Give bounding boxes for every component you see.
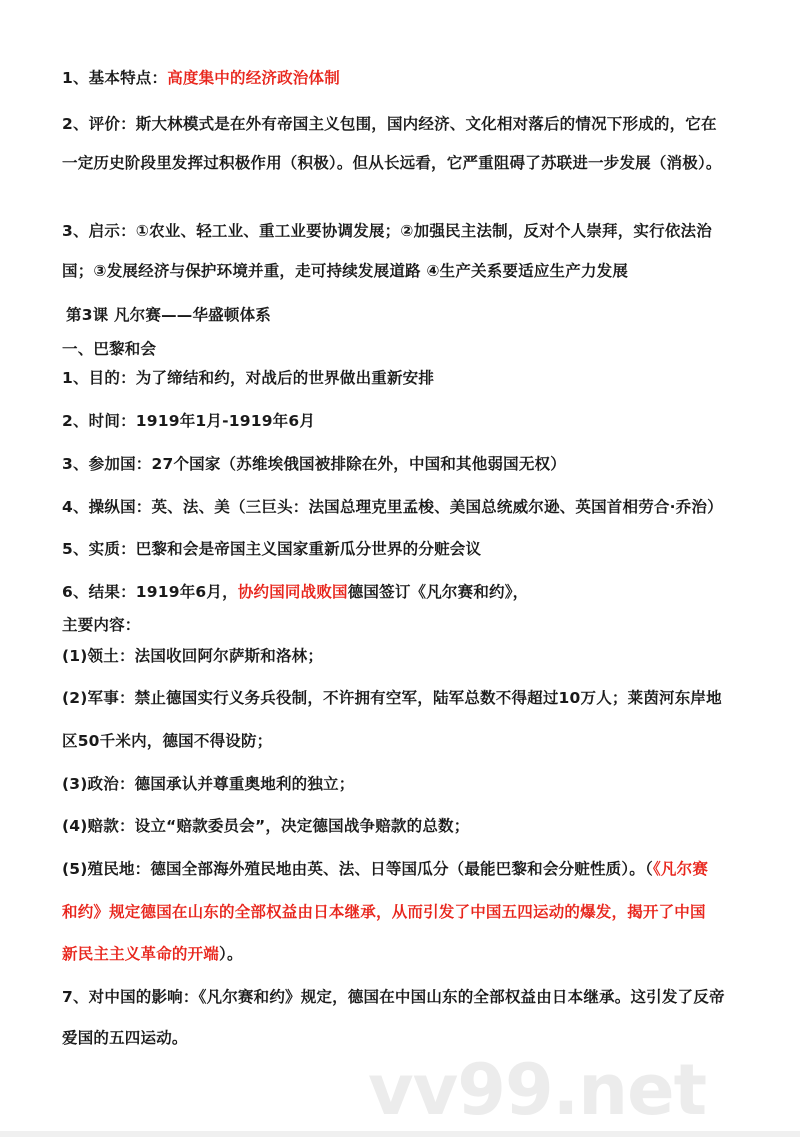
text: 2、评价：斯大林模式是在外有帝国主义包围，国内经济、文化相对落后的情况下形成的，它在 <box>62 115 717 133</box>
text: 3、参加国：27个国家（苏维埃俄国被排除在外，中国和其他弱国无权） <box>62 455 566 473</box>
watermark: vv99.net <box>368 1049 707 1131</box>
text-line <box>62 582 528 602</box>
text-line <box>62 454 566 474</box>
text-line <box>62 539 481 559</box>
text: 主要内容： <box>62 616 141 634</box>
highlight-text: 协约国同战败国 <box>237 583 348 601</box>
text-line <box>62 368 434 388</box>
text: 6、结果：1919年6月， <box>62 583 238 601</box>
lesson-title <box>66 305 271 325</box>
text: ）。 <box>219 945 243 963</box>
text-line <box>62 987 725 1007</box>
text-line <box>62 114 717 134</box>
page-bottom-edge <box>0 1131 800 1137</box>
text: 德国签订《凡尔赛和约》， <box>347 583 529 601</box>
text-line <box>62 774 354 794</box>
text-line <box>62 944 243 964</box>
highlight-text: 高度集中的经济政治体制 <box>167 69 340 87</box>
text-line <box>62 902 706 922</box>
text: 4、操纵国：英、法、美（三巨头：法国总理克里孟梭、美国总统威尔逊、英国首相劳合·乔治） <box>62 498 723 516</box>
highlight-text: 和约》规定德国在山东的全部权益由日本继承，从而引发了中国五四运动的爆发，揭开了中国 <box>62 903 706 921</box>
text-line <box>62 261 628 281</box>
text: (4)赔款：设立“赔款委员会”，决定德国战争赔款的总数； <box>62 817 470 835</box>
text: 2、时间：1919年1月-1919年6月 <box>62 412 316 430</box>
text: 3、启示：①农业、轻工业、重工业要协调发展；②加强民主法制，反对个人崇拜，实行依法治 <box>62 222 712 240</box>
text: 一、巴黎和会 <box>62 340 157 358</box>
text: 1、目的：为了缔结和约，对战后的世界做出重新安排 <box>62 369 435 387</box>
text: 爱国的五四运动。 <box>62 1029 188 1047</box>
section-heading <box>62 339 156 359</box>
text: 第3课 凡尔赛——华盛顿体系 <box>66 306 271 324</box>
text-line <box>62 816 469 836</box>
text-line <box>62 731 272 751</box>
text: 区50千米内，德国不得设防； <box>62 732 273 750</box>
text: (1)领土：法国收回阿尔萨斯和洛林； <box>62 647 324 665</box>
text-line <box>62 688 722 708</box>
text-line <box>62 615 141 635</box>
text-line <box>62 153 722 173</box>
text: (2)军事：禁止德国实行义务兵役制，不许拥有空军，陆军总数不得超过10万人；莱茵河东岸地 <box>62 689 722 707</box>
text-line <box>62 221 712 241</box>
text: 7、对中国的影响：《凡尔赛和约》规定，德国在中国山东的全部权益由日本继承。这引发了反帝 <box>62 988 725 1006</box>
text-line <box>62 1028 188 1048</box>
text-line <box>62 411 315 431</box>
text: 1、基本特点： <box>62 69 168 87</box>
text: 5、实质：巴黎和会是帝国主义国家重新瓜分世界的分赃会议 <box>62 540 482 558</box>
text-line <box>62 859 708 879</box>
text: 国；③发展经济与保护环境并重，走可持续发展道路 ④生产关系要适应生产力发展 <box>62 262 629 280</box>
highlight-text: 《凡尔赛 <box>652 860 709 878</box>
text-line <box>62 646 323 666</box>
text: 一定历史阶段里发挥过积极作用（积极）。但从长远看，它严重阻碍了苏联进一步发展（消极）。 <box>62 154 722 172</box>
highlight-text: 新民主主义革命的开端 <box>62 945 220 963</box>
text: (5)殖民地：德国全部海外殖民地由英、法、日等国瓜分（最能巴黎和会分赃性质）。（ <box>62 860 653 878</box>
text-line <box>62 68 340 88</box>
text: (3)政治：德国承认并尊重奥地利的独立； <box>62 775 355 793</box>
text-line <box>62 497 723 517</box>
